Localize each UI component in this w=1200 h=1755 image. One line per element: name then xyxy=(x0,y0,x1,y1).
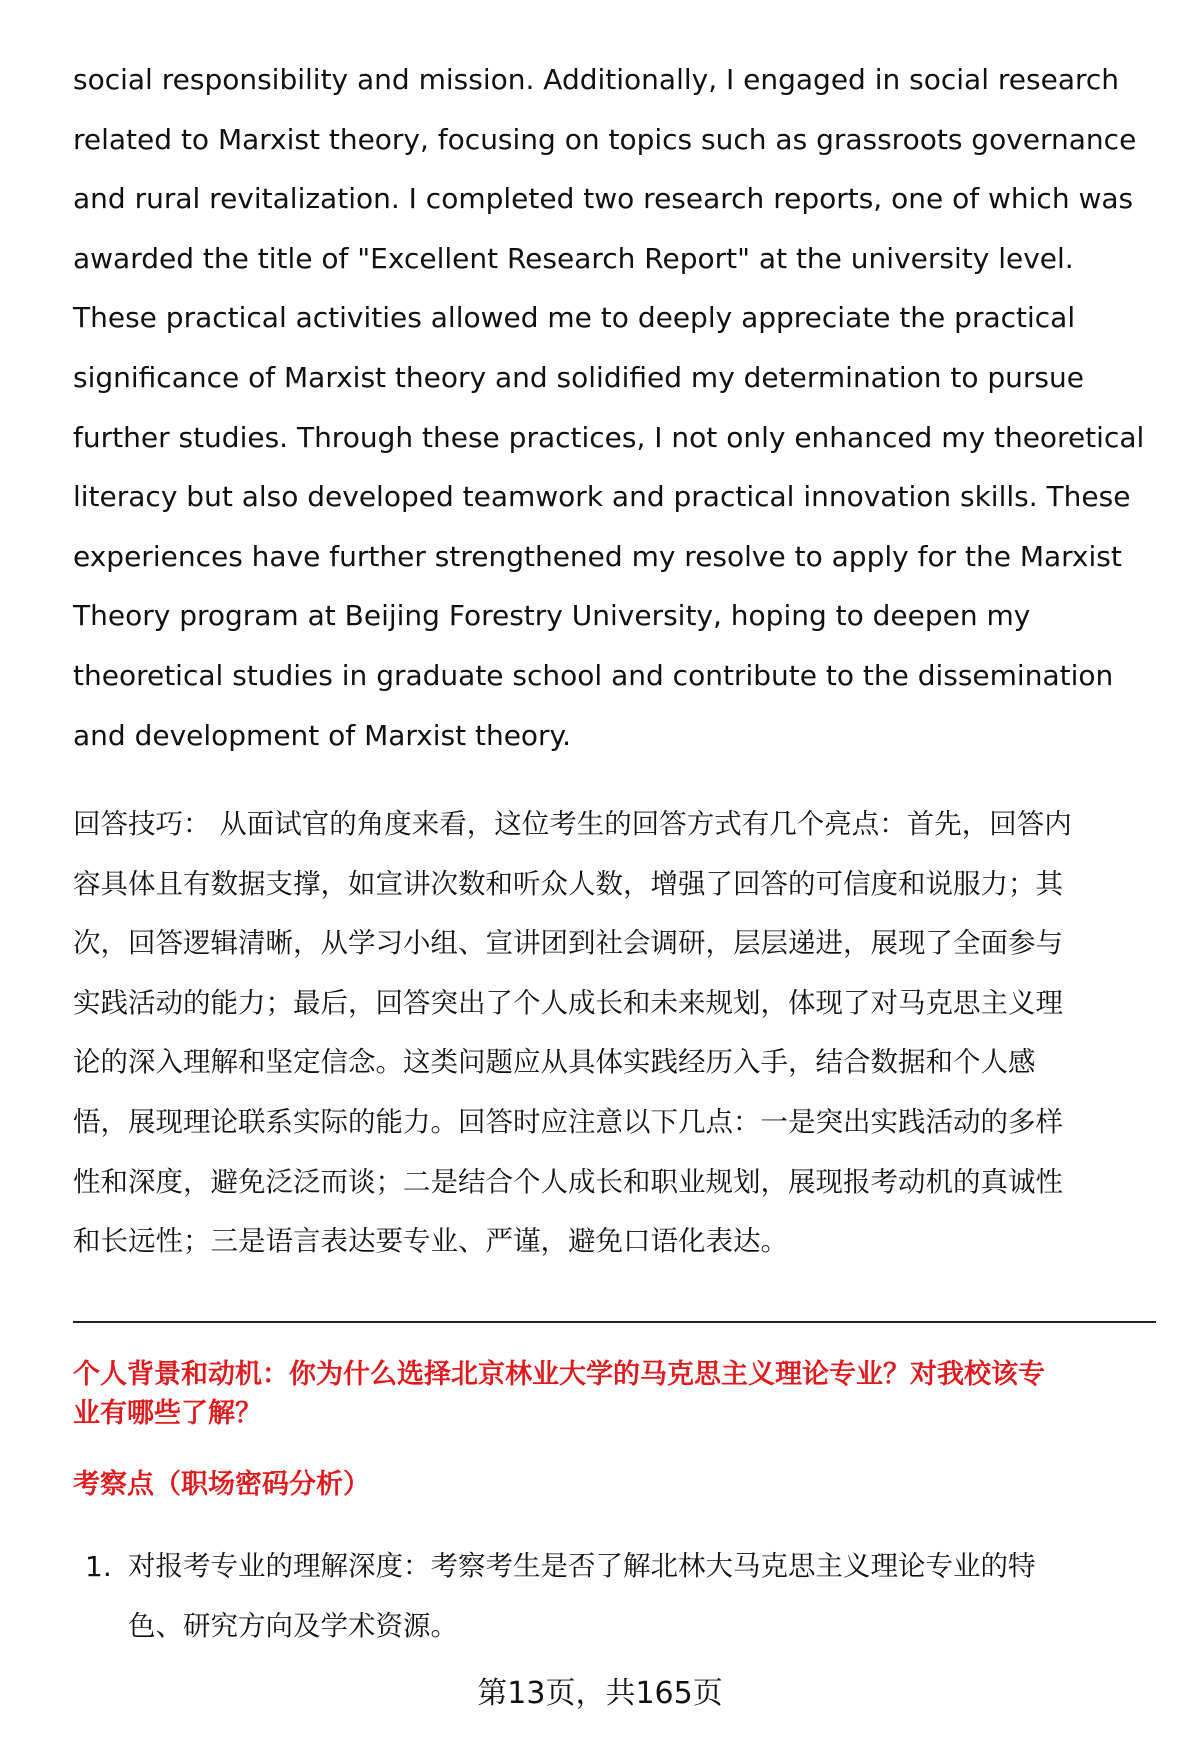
text-line: 和长远性；三是语言表达要专业、严谨，避免口语化表达。 xyxy=(73,1225,788,1258)
text-line: 实践活动的能力；最后，回答突出了个人成长和未来规划，体现了对马克思主义理 xyxy=(73,986,1063,1019)
text-line: and rural revitalization. I completed two research reports, one of which was xyxy=(73,182,1134,216)
text-line: 性和深度，避免泛泛而谈；二是结合个人成长和职业规划，展现报考动机的真诚性 xyxy=(73,1165,1063,1198)
text-line: experiences have further strengthened my resolve to apply for the Marxist xyxy=(73,539,1122,573)
text-line: 容具体且有数据支撑，如宣讲次数和听众人数，增强了回答的可信度和说服力；其 xyxy=(73,867,1063,900)
text-line: 次，回答逻辑清晰，从学习小组、宣讲团到社会调研，层层递进，展现了全面参与 xyxy=(73,927,1063,960)
heading-line: 业有哪些了解？ xyxy=(73,1398,262,1429)
heading-line: 个人背景和动机：你为什么选择北京林业大学的马克思主义理论专业？对我校该专 xyxy=(73,1359,1045,1390)
section-divider xyxy=(73,1321,1156,1323)
assessment-heading: 考察点（职场密码分析） xyxy=(73,1469,370,1500)
text-line: 对报考专业的理解深度：考察考生是否了解北林大马克思主义理论专业的特 xyxy=(128,1550,1036,1582)
text-line: theoretical studies in graduate school and contribute to the dissemination xyxy=(73,658,1114,692)
text-line: 回答技巧： 从面试官的角度来看，这位考生的回答方式有几个亮点：首先，回答内 xyxy=(73,808,1072,840)
text-line: 色、研究方向及学术资源。 xyxy=(128,1609,458,1642)
text-line: further studies. Through these practices, I not only enhanced my theoretical xyxy=(73,420,1145,454)
assessment-list xyxy=(73,1537,1160,1656)
text-line: significance of Marxist theory and solidified my determination to pursue xyxy=(73,360,1084,394)
text-line: social responsibility and mission. Additionally, I engaged in social research xyxy=(73,63,1120,96)
text-line: and development of Marxist theory. xyxy=(73,718,572,752)
text-line: Theory program at Beijing Forestry University, hoping to deepen my xyxy=(73,599,1031,633)
answer-tips xyxy=(73,795,1160,1272)
question-heading xyxy=(73,1355,1160,1433)
page-number: 第13页，共165页 xyxy=(477,1676,723,1711)
text-line: These practical activities allowed me to deeply appreciate the practical xyxy=(73,301,1076,335)
list-item xyxy=(73,1537,1160,1656)
text-line: 论的深入理解和坚定信念。这类问题应从具体实践经历入手，结合数据和个人感 xyxy=(73,1046,1036,1079)
text-line: awarded the title of "Excellent Research Report" at the university level. xyxy=(73,241,1074,275)
text-line: 悟，展现理论联系实际的能力。回答时应注意以下几点：一是突出实践活动的多样 xyxy=(73,1105,1063,1138)
answer-continuation xyxy=(73,50,1160,765)
text-line: related to Marxist theory, focusing on topics such as grassroots governance xyxy=(73,122,1137,156)
text-line: literacy but also developed teamwork and practical innovation skills. These xyxy=(73,480,1131,514)
list-number: 1. xyxy=(85,1550,112,1583)
